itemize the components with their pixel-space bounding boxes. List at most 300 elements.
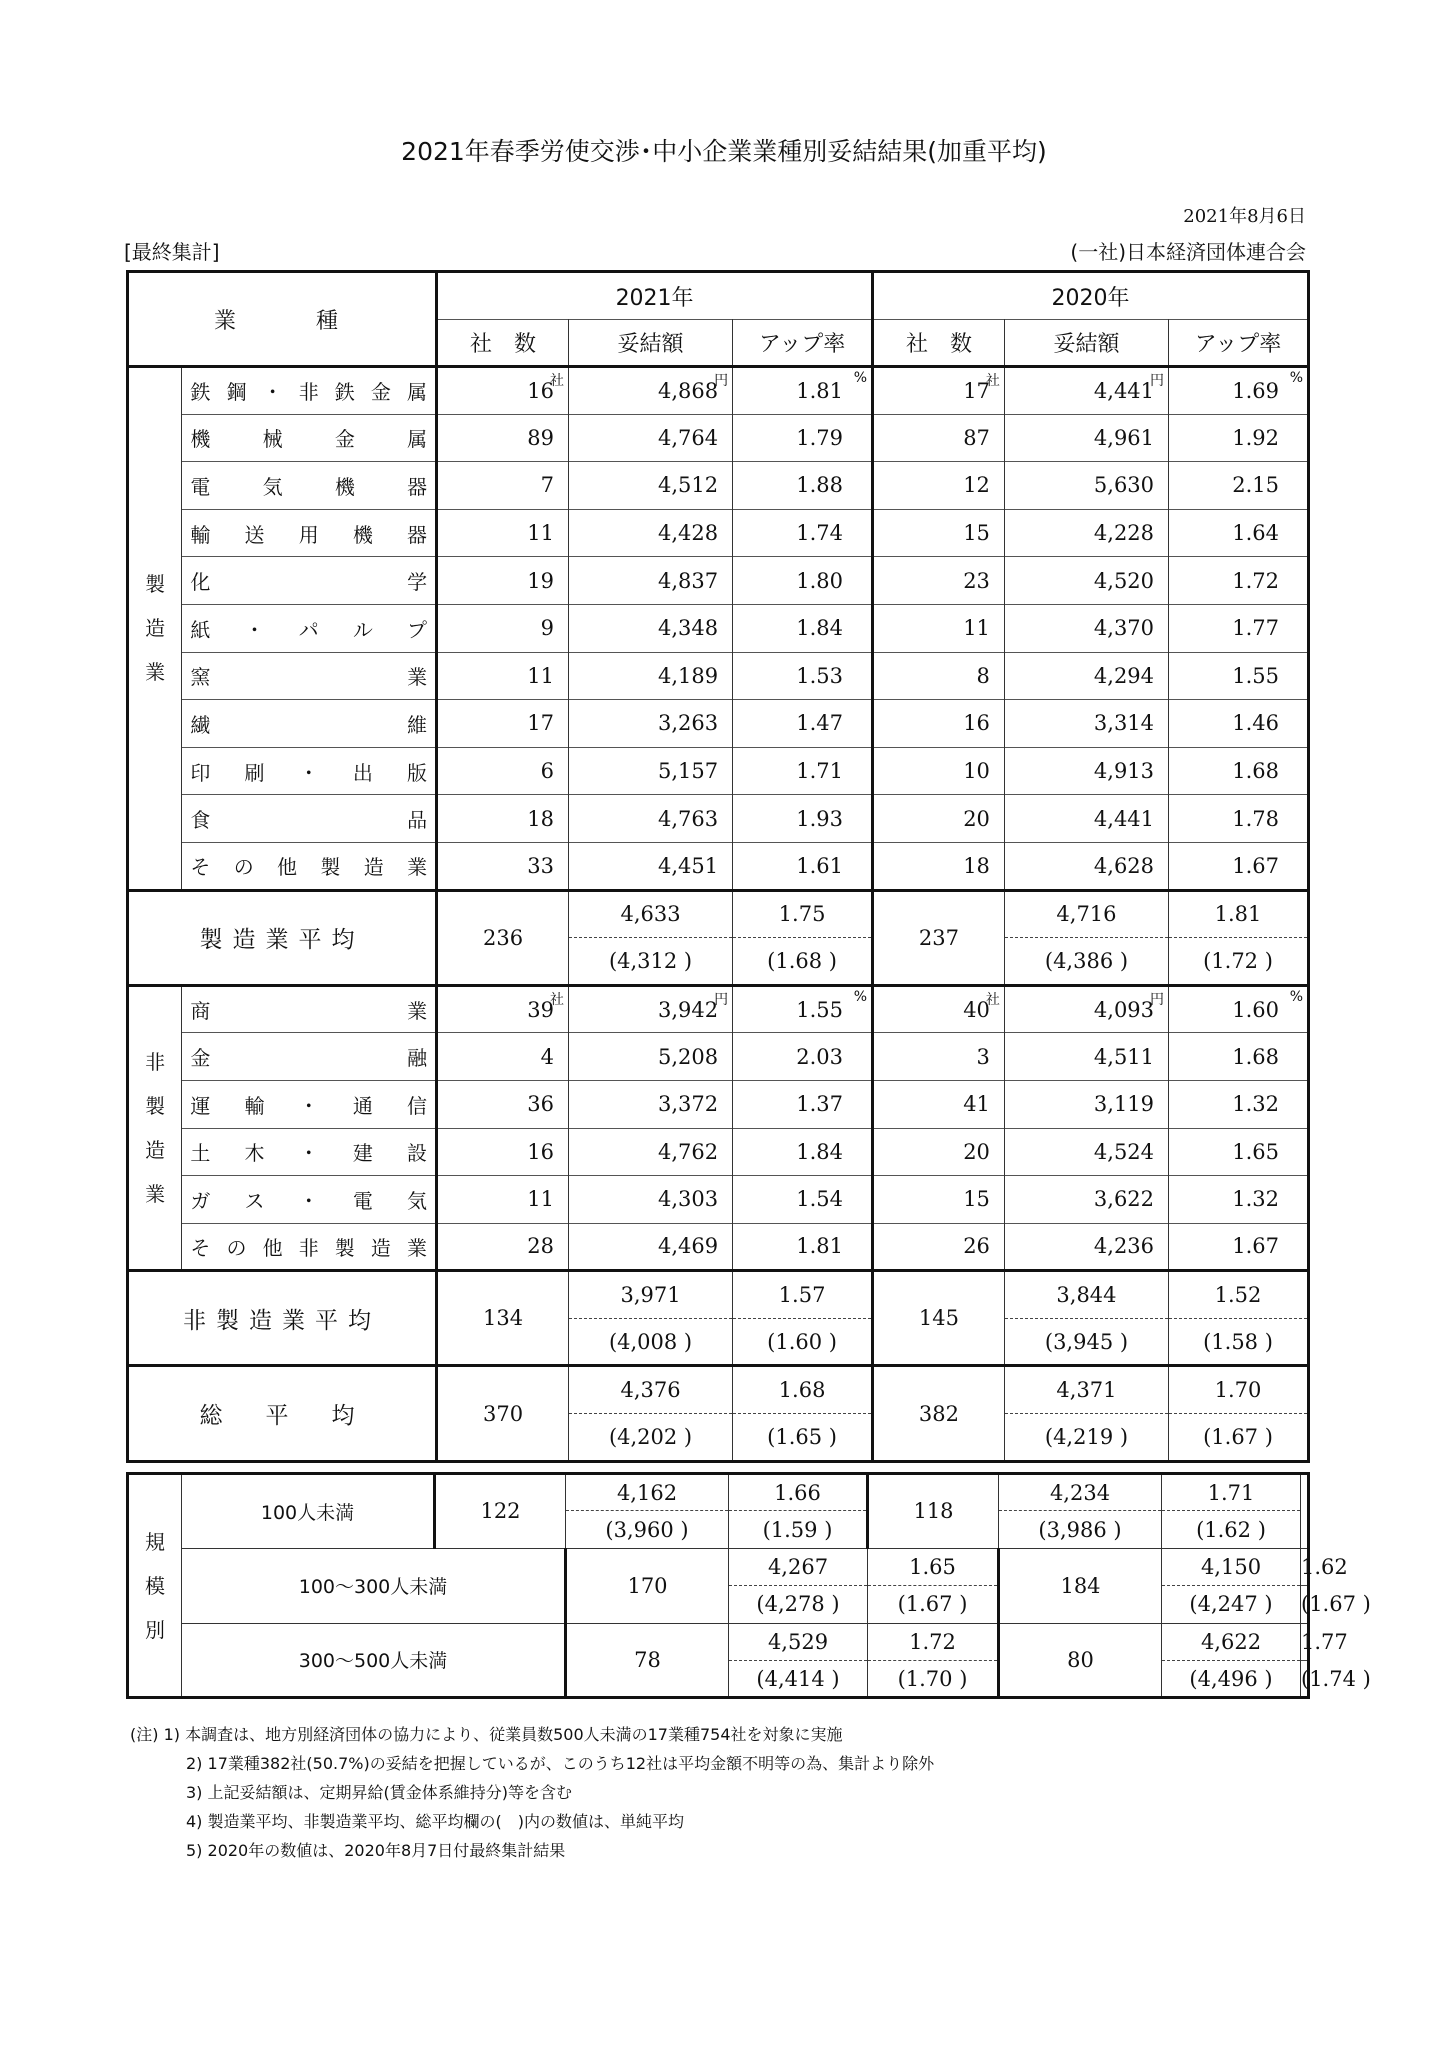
results-table <box>126 270 1310 1463</box>
companies-2020 <box>873 509 1005 557</box>
rate-2021-value: 1.55 <box>796 997 844 1022</box>
group-manufacturing-char: 製 <box>145 572 166 597</box>
simple-amount-2020: (4,219 ) <box>1004 1414 1168 1462</box>
rate-2020-value: 1.60 <box>1232 997 1279 1022</box>
amount-2020 <box>1004 557 1168 605</box>
industry-name-char: 業 <box>407 999 428 1024</box>
simple-amount-2020: (3,986 ) <box>999 1511 1162 1548</box>
companies-2021 <box>437 652 569 700</box>
industry-name-char: 設 <box>407 1141 428 1166</box>
rate-2020-value: 1.46 <box>1232 711 1279 736</box>
simple-rate-2020: (1.67 ) <box>1169 1414 1309 1462</box>
manufacturing-average-label: 製造業平均 <box>128 890 437 985</box>
rate-2021 <box>733 1223 873 1271</box>
companies-2021 <box>437 414 569 462</box>
rate-2020 <box>1169 414 1309 462</box>
non-manufacturing-average-label: 非製造業平均 <box>128 1271 437 1366</box>
industry-name-char: 金 <box>370 380 391 405</box>
rate-2021-value: 1.81 <box>796 378 844 403</box>
rate-2020: 1.62 <box>1301 1548 1309 1585</box>
companies-2021-value: 16 <box>527 378 554 403</box>
table-row <box>128 1223 1309 1271</box>
group-manufacturing-char: 造 <box>145 616 166 641</box>
rate-2021 <box>733 414 873 462</box>
amount-2020 <box>1004 795 1168 843</box>
group-manufacturing-char: 業 <box>145 660 166 685</box>
header-year-2020: 2020年 <box>873 272 1309 320</box>
simple-rate-2020: (1.74 ) <box>1301 1660 1309 1697</box>
table-row <box>128 509 1309 557</box>
rate-2020 <box>1169 1223 1309 1271</box>
industry-name <box>182 985 437 1033</box>
rate-2021-value: 1.84 <box>796 616 844 641</box>
table-row <box>128 367 1309 415</box>
companies-2021-value: 36 <box>527 1092 554 1117</box>
rate-2021-value: 2.03 <box>796 1044 844 1069</box>
rate-2021-value: 1.80 <box>796 568 844 593</box>
rate-2020 <box>1169 700 1309 748</box>
companies-2021-value: 18 <box>527 806 554 831</box>
note-2: 2) 17業種382社(50.7%)の妥結を把握しているが、このうち12社は平均金額不明等の為、集計より除外 <box>186 1754 935 1773</box>
companies-2020 <box>873 1128 1005 1176</box>
amount-2021-value: 4,469 <box>657 1234 719 1259</box>
table-row <box>128 462 1309 510</box>
amount-2021-unit: 円 <box>714 991 729 1008</box>
amount-2021-value: 4,837 <box>657 568 719 593</box>
industry-name <box>182 1223 437 1271</box>
companies-2021 <box>437 795 569 843</box>
amount-2021 <box>568 509 732 557</box>
scale-table <box>126 1472 1371 1699</box>
rate-2021-value: 1.54 <box>796 1187 844 1212</box>
amount-2020-value: 4,441 <box>1093 378 1155 403</box>
companies-2020 <box>873 985 1005 1033</box>
industry-name-char: ・ <box>244 617 265 642</box>
rate-2020-unit: % <box>1289 988 1303 1005</box>
rate-2021 <box>733 604 873 652</box>
rate-2020-value: 1.68 <box>1232 1044 1279 1069</box>
amount-2020 <box>1004 985 1168 1033</box>
table-row <box>128 604 1309 652</box>
industry-name-char: 他 <box>262 1235 283 1260</box>
rate-2021-value: 1.93 <box>796 806 844 831</box>
non-manufacturing-average <box>128 1271 1309 1319</box>
companies-2021-value: 7 <box>540 473 554 498</box>
rate-2021-value: 1.74 <box>796 521 844 546</box>
industry-name-char: 刷 <box>244 760 265 785</box>
industry-name-char: 器 <box>407 522 428 547</box>
rate-2020 <box>1169 509 1309 557</box>
simple-rate-2021: (1.70 ) <box>868 1660 999 1697</box>
simple-rate-2021: (1.60 ) <box>733 1318 873 1366</box>
industry-name-chars <box>190 995 427 1024</box>
industry-name-char: 非 <box>298 1235 319 1260</box>
rate-2021 <box>733 1128 873 1176</box>
companies-2021-unit: 社 <box>549 991 564 1008</box>
industry-name-char: 非 <box>298 380 319 405</box>
industry-name-char: ス <box>244 1188 265 1213</box>
rate-2021 <box>733 985 873 1033</box>
rate-2021: 1.65 <box>868 1548 999 1585</box>
note-5: 5) 2020年の数値は、2020年8月7日付最終集計結果 <box>186 1841 566 1860</box>
rate-2020 <box>1169 1033 1309 1081</box>
companies-2020 <box>873 1033 1005 1081</box>
amount-2021: 3,971 <box>568 1271 732 1319</box>
companies-2020: 145 <box>873 1271 1005 1366</box>
rate-2020-value: 1.55 <box>1232 663 1279 688</box>
companies-2021: 122 <box>435 1474 566 1549</box>
industry-name-char: 通 <box>352 1093 373 1118</box>
rate-2020-value: 1.65 <box>1232 1139 1279 1164</box>
companies-2021 <box>437 700 569 748</box>
companies-2020-value: 16 <box>963 711 990 736</box>
rate-2021-value: 1.84 <box>796 1139 844 1164</box>
report-date: 2021年8月6日 <box>1183 206 1306 227</box>
table-row <box>128 842 1309 890</box>
amount-2020: 4,150 <box>1162 1548 1301 1585</box>
amount-2021-value: 3,942 <box>657 997 719 1022</box>
companies-2021 <box>437 1176 569 1224</box>
industry-name-chars <box>190 1090 427 1119</box>
amount-2020-unit: 円 <box>1150 373 1165 389</box>
companies-2021 <box>437 604 569 652</box>
amount-2021-unit: 円 <box>714 373 729 389</box>
industry-name-char: ・ <box>262 380 283 405</box>
companies-2021 <box>437 1128 569 1176</box>
rate-2021 <box>733 652 873 700</box>
group-non-manufacturing-char: 業 <box>145 1182 166 1206</box>
industry-name-char: そ <box>190 855 211 880</box>
rate-2021 <box>733 795 873 843</box>
companies-2020 <box>873 1223 1005 1271</box>
scale-row <box>128 1623 1309 1660</box>
group-scale <box>128 1474 182 1698</box>
amount-2021-value: 4,762 <box>657 1139 719 1164</box>
industry-name <box>182 700 437 748</box>
rate-2021-unit: % <box>853 370 868 386</box>
rate-2020-value: 1.92 <box>1232 425 1279 450</box>
industry-name-chars <box>190 851 427 880</box>
companies-2021-value: 6 <box>540 759 554 784</box>
industry-name-char: 繊 <box>190 712 211 737</box>
note-3: 3) 上記妥結額は、定期昇給(賃金体系維持分)等を含む <box>186 1783 572 1802</box>
amount-2021-value: 4,428 <box>657 521 719 546</box>
companies-2020-value: 11 <box>963 616 990 641</box>
industry-name-char: の <box>233 855 254 880</box>
page-title: 2021年春季労使交渉･中小企業業種別妥結結果(加重平均) <box>401 137 1047 166</box>
amount-2020: 4,622 <box>1162 1623 1301 1660</box>
rate-2020 <box>1169 795 1309 843</box>
table-row <box>128 700 1309 748</box>
header-companies-2021: 社 数 <box>437 320 569 367</box>
companies-2020-value: 20 <box>963 806 990 831</box>
industry-name-char: 用 <box>298 522 319 547</box>
industry-name-char: 他 <box>277 855 298 880</box>
amount-2021: 4,633 <box>568 890 732 938</box>
companies-2020-value: 20 <box>963 1139 990 1164</box>
industry-name <box>182 509 437 557</box>
header-amount-2020: 妥結額 <box>1004 320 1168 367</box>
companies-2020: 237 <box>873 890 1005 985</box>
rate-2021 <box>733 1033 873 1081</box>
scale-row <box>128 1548 1309 1585</box>
industry-name-chars <box>190 1137 427 1166</box>
companies-2020 <box>873 652 1005 700</box>
table-row <box>128 557 1309 605</box>
industry-name-char: ・ <box>298 760 319 785</box>
industry-name-char: プ <box>407 617 428 642</box>
industry-name <box>182 842 437 890</box>
amount-2020 <box>1004 1033 1168 1081</box>
companies-2021 <box>437 509 569 557</box>
rate-2020-value: 1.72 <box>1232 568 1279 593</box>
companies-2021: 370 <box>437 1366 569 1461</box>
companies-2020: 382 <box>873 1366 1005 1461</box>
industry-name-char: パ <box>298 617 319 642</box>
rate-2020-unit: % <box>1289 370 1303 386</box>
industry-name-chars <box>190 376 427 405</box>
rate-2020 <box>1169 747 1309 795</box>
companies-2020-unit: 社 <box>985 991 1000 1008</box>
amount-2021 <box>568 557 732 605</box>
rate-2020 <box>1169 985 1309 1033</box>
rate-2021 <box>733 462 873 510</box>
table-row <box>128 795 1309 843</box>
companies-2021-value: 4 <box>540 1044 554 1069</box>
amount-2021: 4,162 <box>566 1474 729 1511</box>
industry-name-char: 建 <box>352 1141 373 1166</box>
companies-2021 <box>437 367 569 415</box>
rate-2021 <box>733 1176 873 1224</box>
industry-name <box>182 1128 437 1176</box>
final-label: [最終集計] <box>124 240 220 264</box>
rate-2020-value: 1.64 <box>1232 521 1279 546</box>
industry-name <box>182 652 437 700</box>
amount-2020-value: 4,294 <box>1093 663 1155 688</box>
simple-amount-2020: (4,386 ) <box>1004 938 1168 986</box>
amount-2020: 4,234 <box>999 1474 1162 1511</box>
amount-2020-value: 4,511 <box>1093 1044 1155 1069</box>
industry-name-char: 化 <box>190 570 211 595</box>
table-row <box>128 1176 1309 1224</box>
simple-amount-2021: (3,960 ) <box>566 1511 729 1548</box>
industry-name-char: 造 <box>370 1235 391 1260</box>
amount-2021 <box>568 462 732 510</box>
rate-2020 <box>1169 1176 1309 1224</box>
industry-name-char: 機 <box>190 427 211 452</box>
note-4: 4) 製造業平均、非製造業平均、総平均欄の( )内の数値は、単純平均 <box>186 1812 684 1831</box>
amount-2021 <box>568 1128 732 1176</box>
companies-2020: 118 <box>868 1474 999 1549</box>
amount-2020-value: 3,119 <box>1093 1092 1155 1117</box>
companies-2021 <box>437 462 569 510</box>
table-row <box>128 1080 1309 1128</box>
rate-2021-value: 1.47 <box>796 711 844 736</box>
rate-2021: 1.75 <box>733 890 873 938</box>
industry-name-char: の <box>226 1235 247 1260</box>
amount-2021-value: 3,372 <box>657 1092 719 1117</box>
industry-name-char: 業 <box>407 665 428 690</box>
industry-name <box>182 557 437 605</box>
amount-2021 <box>568 604 732 652</box>
companies-2021-value: 89 <box>527 425 554 450</box>
amount-2021 <box>568 985 732 1033</box>
amount-2021 <box>568 652 732 700</box>
amount-2020 <box>1004 700 1168 748</box>
simple-amount-2020: (4,496 ) <box>1162 1660 1301 1697</box>
industry-name-char: 製 <box>320 855 341 880</box>
companies-2020-value: 40 <box>963 997 990 1022</box>
companies-2021-value: 11 <box>527 1187 554 1212</box>
industry-name-char: 印 <box>190 760 211 785</box>
industry-name-chars <box>190 1042 427 1071</box>
industry-name-char: 金 <box>334 427 355 452</box>
companies-2020-unit: 社 <box>985 373 1000 389</box>
header-amount-2021: 妥結額 <box>568 320 732 367</box>
header-year-2021: 2021年 <box>437 272 873 320</box>
rate-2020 <box>1169 1128 1309 1176</box>
industry-name-char: 土 <box>190 1141 211 1166</box>
rate-2021: 1.57 <box>733 1271 873 1319</box>
group-non-manufacturing <box>128 985 182 1271</box>
companies-2020: 184 <box>999 1548 1162 1623</box>
table-row <box>128 1033 1309 1081</box>
simple-rate-2021: (1.68 ) <box>733 938 873 986</box>
industry-name-char: 輸 <box>244 1093 265 1118</box>
rate-2020-value: 1.69 <box>1232 378 1279 403</box>
rate-2020-value: 1.32 <box>1232 1187 1279 1212</box>
amount-2020: 4,716 <box>1004 890 1168 938</box>
industry-name-char: 電 <box>190 474 211 499</box>
companies-2021 <box>437 1080 569 1128</box>
simple-rate-2020: (1.62 ) <box>1162 1511 1301 1548</box>
industry-name-char: 鉄 <box>190 380 211 405</box>
companies-2020-value: 15 <box>963 521 990 546</box>
companies-2021-value: 28 <box>527 1234 554 1259</box>
amount-2020-value: 3,314 <box>1093 711 1155 736</box>
companies-2020-value: 12 <box>963 473 990 498</box>
companies-2020: 80 <box>999 1623 1162 1698</box>
header-companies-2020: 社 数 <box>873 320 1005 367</box>
amount-2020-value: 4,236 <box>1093 1234 1155 1259</box>
amount-2021: 4,529 <box>729 1623 868 1660</box>
note-1: (注) 1) 本調査は、地方別経済団体の協力により、従業員数500人未満の17業種754社を対象に実施 <box>130 1725 843 1744</box>
amount-2020 <box>1004 1223 1168 1271</box>
companies-2021 <box>437 985 569 1033</box>
simple-amount-2021: (4,202 ) <box>568 1414 732 1462</box>
header-rate-2021: アップ率 <box>733 320 873 367</box>
rate-2021 <box>733 557 873 605</box>
table-row <box>128 652 1309 700</box>
amount-2021-value: 4,868 <box>657 378 719 403</box>
amount-2020: 4,371 <box>1004 1366 1168 1414</box>
rate-2021-unit: % <box>853 988 868 1005</box>
companies-2020-value: 87 <box>963 425 990 450</box>
amount-2020 <box>1004 747 1168 795</box>
amount-2020-value: 4,441 <box>1093 806 1155 831</box>
companies-2021-value: 17 <box>527 711 554 736</box>
rate-2020 <box>1169 367 1309 415</box>
notes <box>130 1720 934 1865</box>
simple-amount-2021: (4,312 ) <box>568 938 732 986</box>
companies-2021 <box>437 842 569 890</box>
rate-2020 <box>1169 652 1309 700</box>
amount-2021-value: 5,157 <box>657 759 719 784</box>
industry-name-char: 業 <box>407 855 428 880</box>
industry-name <box>182 414 437 462</box>
industry-name-chars <box>190 804 427 833</box>
industry-name-char: 紙 <box>190 617 211 642</box>
companies-2021-value: 19 <box>527 568 554 593</box>
companies-2020-value: 15 <box>963 1187 990 1212</box>
industry-name-chars <box>190 1185 427 1214</box>
rate-2021: 1.72 <box>868 1623 999 1660</box>
industry-name-char: 窯 <box>190 665 211 690</box>
industry-name-char: 版 <box>407 760 428 785</box>
amount-2021 <box>568 414 732 462</box>
amount-2020 <box>1004 652 1168 700</box>
industry-name-char: ガ <box>190 1188 211 1213</box>
amount-2020-value: 5,630 <box>1093 473 1155 498</box>
industry-name-char: 業 <box>407 1235 428 1260</box>
industry-name <box>182 747 437 795</box>
industry-name-char: 械 <box>262 427 283 452</box>
rate-2020-value: 1.32 <box>1232 1092 1279 1117</box>
industry-name-char: 属 <box>407 380 428 405</box>
industry-name-char: 商 <box>190 999 211 1024</box>
industry-name-char: 融 <box>407 1046 428 1071</box>
companies-2020 <box>873 462 1005 510</box>
amount-2021-value: 4,763 <box>657 806 719 831</box>
companies-2020 <box>873 795 1005 843</box>
rate-2021-value: 1.81 <box>796 1234 844 1259</box>
companies-2021-value: 11 <box>527 663 554 688</box>
amount-2020 <box>1004 462 1168 510</box>
companies-2021 <box>437 1223 569 1271</box>
group-non-manufacturing-char: 造 <box>145 1138 166 1162</box>
manufacturing-average <box>128 890 1309 938</box>
group-non-manufacturing-char: 非 <box>145 1050 166 1074</box>
companies-2021 <box>437 1033 569 1081</box>
companies-2021 <box>437 747 569 795</box>
companies-2020 <box>873 747 1005 795</box>
rate-2021-value: 1.79 <box>796 425 844 450</box>
amount-2020-value: 4,228 <box>1093 521 1155 546</box>
industry-name-chars <box>190 423 427 452</box>
industry-name-char: そ <box>190 1235 211 1260</box>
rate-2021 <box>733 1080 873 1128</box>
companies-2021 <box>437 557 569 605</box>
amount-2021: 4,376 <box>568 1366 732 1414</box>
companies-2020-value: 41 <box>963 1092 990 1117</box>
amount-2020-value: 4,913 <box>1093 759 1155 784</box>
industry-name-chars <box>190 709 427 738</box>
industry-name-char: ・ <box>298 1093 319 1118</box>
companies-2021-value: 39 <box>527 997 554 1022</box>
companies-2020-value: 3 <box>976 1044 990 1069</box>
companies-2021: 134 <box>437 1271 569 1366</box>
simple-amount-2021: (4,414 ) <box>729 1660 868 1697</box>
companies-2020-value: 10 <box>963 759 990 784</box>
rate-2020 <box>1169 557 1309 605</box>
companies-2020-value: 23 <box>963 568 990 593</box>
rate-2020-value: 1.77 <box>1232 616 1279 641</box>
companies-2021: 78 <box>566 1623 729 1698</box>
industry-name-char: 気 <box>262 474 283 499</box>
industry-name-char: 送 <box>244 522 265 547</box>
industry-name-char: 造 <box>363 855 384 880</box>
rate-2020-value: 2.15 <box>1232 473 1279 498</box>
